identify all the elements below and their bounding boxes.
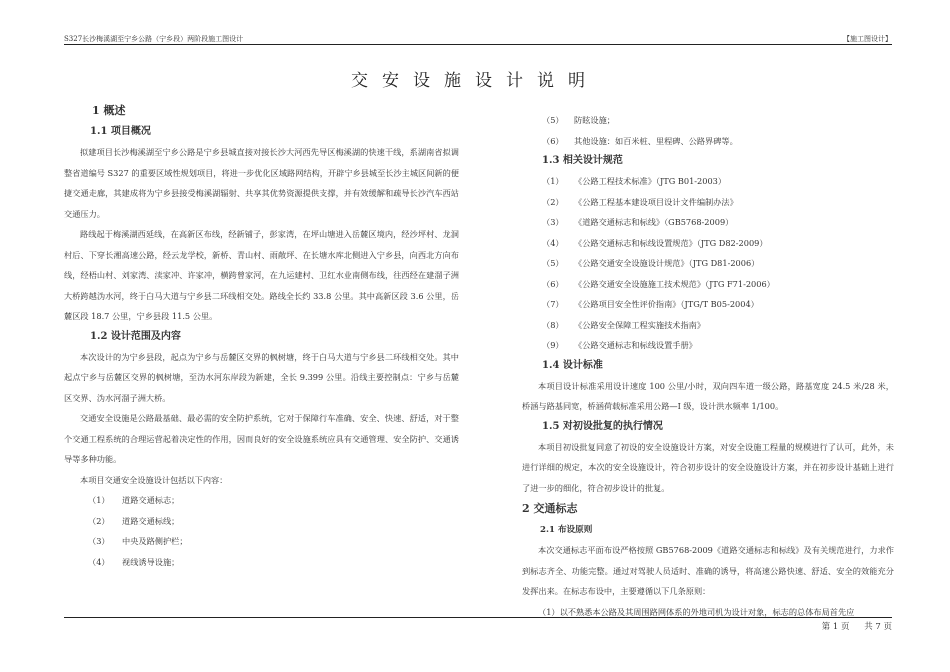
document-title: 交安设施设计说明 — [351, 71, 599, 91]
left-column — [64, 100, 459, 572]
subsection-heading: 1.3 相关设计规范 — [542, 155, 623, 166]
subsection-heading: 1.5 对初设批复的执行情况 — [542, 420, 663, 432]
header-project-title: S327长沙梅溪湖至宁乡公路（宁乡段）两阶段施工图设计 — [64, 35, 244, 43]
section-heading: 2 交通标志 — [522, 502, 578, 515]
spec-item: （6） 《公路交通安全设施施工技术规范》（JTG F71-2006） — [542, 278, 775, 289]
section-heading: 1 概述 — [92, 104, 126, 117]
subsection-heading: 2.1 布设原则 — [540, 525, 593, 535]
subsection-heading: 1.2 设计范围及内容 — [90, 330, 181, 342]
paragraph: 本次设计的为宁乡县段，起点为宁乡与岳麓区交界的枫树塘，终于白马大道与宁乡县二环线相交处。其中起点宁乡与岳麓区交界的枫树塘，至沩水河东岸段为新建，全长 9.399 公里。沿线主要控制点：宁乡与岳麓区交界、沩水河溜子洲大桥。 — [64, 351, 459, 403]
spec-item: （5） 《公路交通安全设施设计规范》（JTG D81-2006） — [542, 258, 760, 268]
paragraph: 本项目设计标准采用设计速度 100 公里/小时，双向四车道一级公路，路基宽度 24.5 米/28 米，桥涵与路基同宽，桥涵荷载标准采用公路—I 级，设计洪水频率 1/100。 — [522, 380, 894, 411]
right-column — [522, 110, 894, 622]
list-item: （3） 中央及路侧护栏； — [88, 536, 188, 546]
spec-item: （9） 《公路交通标志和标线设置手册》 — [542, 340, 697, 350]
subsection-heading: 1.4 设计标准 — [542, 359, 603, 371]
footer-rule — [64, 617, 892, 618]
spec-item: （8） 《公路安全保障工程实施技术指南》 — [542, 319, 706, 330]
page-number: 第 1 页 — [821, 622, 850, 632]
spec-item: （4） 《公路交通标志和标线设置规范》（JTG D82-2009） — [542, 237, 768, 248]
page-footer — [810, 620, 892, 632]
spec-item: （1） 《公路工程技术标准》（JTG B01-2003） — [542, 176, 727, 186]
paragraph: 路线起于梅溪湖西延线，在高新区布线，经新铺子，彭家湾，在坪山塘进入岳麓区境内，经沙坪村、龙洞村后、下穿长湘高速公路，经云龙学校，新桥、青山村、雨敞坪、在长塘水库北侧进入宁乡县，向西北方向布线，经梧山村、刘家湾、渎家冲、许家冲，横跨曾家河，在九运建村、卫红水业南侧布线，往西经在建溜子洲大桥跨越沩水河，终于白马大道与宁乡县二环线相交处。路线全长约 33.8 公里。其中高新区段 3.6 公里，岳麓区段 18.7 公里，宁乡县段 11.5 公里。 — [64, 229, 459, 321]
paragraph: 本项目交通安全设施设计包括以下内容： — [80, 474, 228, 485]
list-item: （6） 其他设施：如百米桩、里程碑、公路界碑等。 — [542, 135, 738, 146]
subsection-heading: 1.1 项目概况 — [90, 126, 151, 137]
list-item: （1） 道路交通标志； — [88, 495, 180, 505]
paragraph: 交通安全设施是公路最基础、最必需的安全防护系统，它对于保障行车准确、安全、快速、舒适，对于整个交通工程系统的合理运营起着决定性的作用，因而良好的安全设施系统应具有交通管理、安全防护、交通诱导等多种功能。 — [64, 413, 459, 464]
page-total: 共 7 页 — [864, 622, 892, 632]
list-item: （5） 防眩设施； — [542, 115, 615, 125]
header-stage-label: 【施工图设计】 — [843, 35, 892, 43]
list-item: （2） 道路交通标线； — [88, 515, 180, 526]
spec-item: （3） 《道路交通标志和标线》（GB5768-2009） — [542, 217, 734, 227]
paragraph: 本次交通标志平面布设严格按照 GB5768-2009《道路交通标志和标线》及有关规范进行，力求作到标志齐全、功能完整。通过对驾驶人员适时、准确的诱导，将高速公路快速、舒适、安全的效能充分发挥出来。在标志布设中，主要遵循以下几条原则： — [522, 545, 894, 596]
list-item: （4） 视线诱导设施； — [88, 556, 180, 567]
paragraph: 拟建项目长沙梅溪湖至宁乡公路是宁乡县城直接对接长沙大河西先导区梅溪湖的快速干线，系湖南省拟调整省道编号 S327 的重要区域性规划项目，将进一步优化区域路网结构，开辟宁乡县城至长沙主城区间新的便捷交通走廊，其建成将为宁乡县接受梅溪湖辐射、共享其优势资源提供支撑，并有效缓解和疏导长沙汽车西站交通压力。 — [64, 147, 459, 219]
paragraph: （1）以不熟悉本公路及其周围路网体系的外地司机为设计对象，标志的总体布局首先应 — [538, 606, 855, 617]
spec-item: （7） 《公路项目安全性评价指南》（JTG/T B05-2004） — [542, 299, 759, 309]
paragraph: 本项目初设批复同意了初设的安全设施设计方案，对安全设施工程量的规模进行了认可，此外，未进行详细的规定，本次的安全设施设计，符合初步设计的安全设施设计方案，并在初步设计基础上进行了进一步的细化，符合初步设计的批复。 — [522, 441, 894, 493]
spec-item: （2） 《公路工程基本建设项目设计文件编制办法》 — [542, 196, 738, 207]
header-rule — [64, 44, 892, 45]
